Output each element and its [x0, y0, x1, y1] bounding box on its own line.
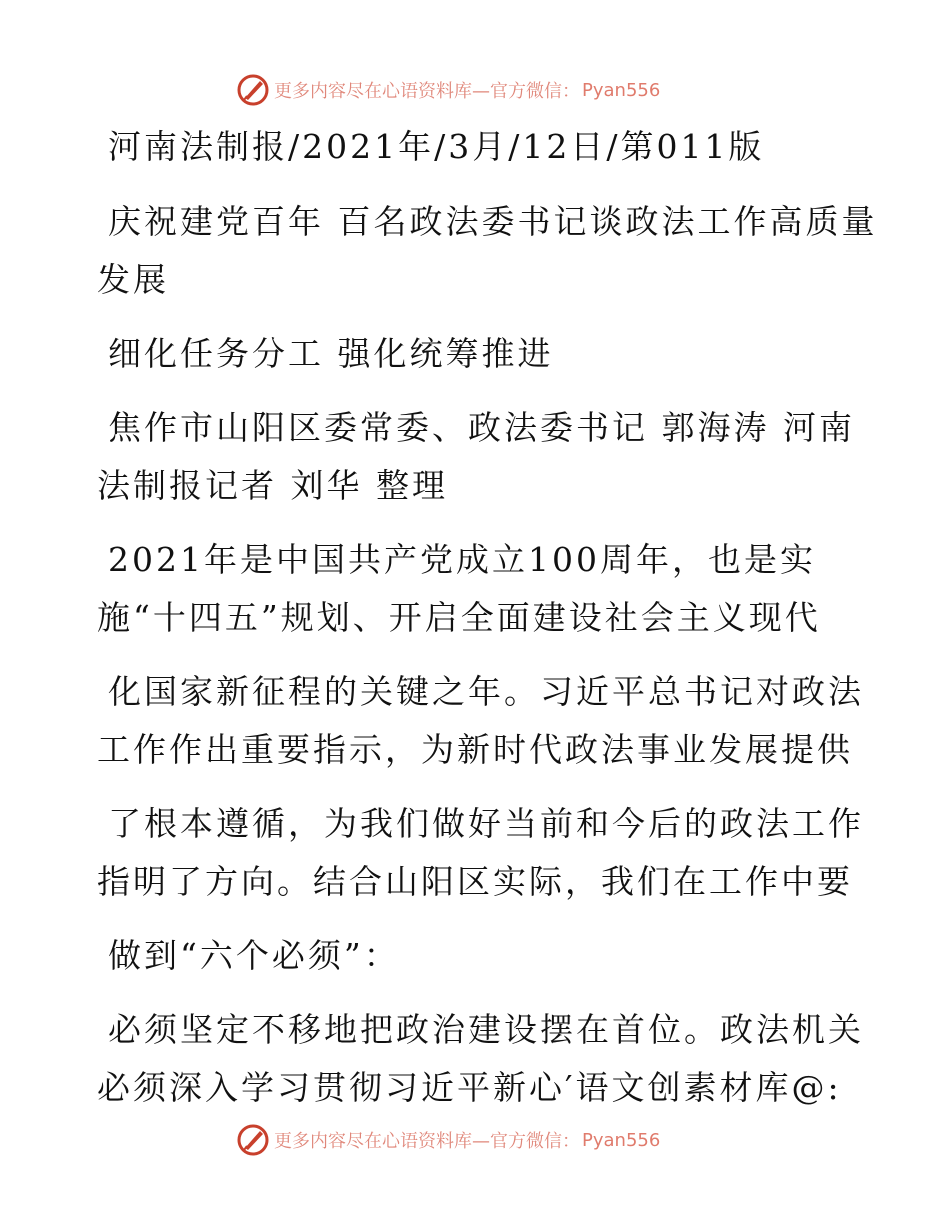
body-line: 做到“六个必须”： — [108, 936, 400, 975]
byline-line-2: 法制报记者 刘华 整理 — [97, 466, 448, 505]
subheadline: 细化任务分工 强化统筹推进 — [108, 334, 554, 373]
body-line: 2021年是中国共产党成立100周年，也是实 — [108, 540, 816, 579]
watermark-text: 更多内容尽在心语资料库—官方微信： — [274, 81, 580, 102]
body-line: 指明了方向。结合山阳区实际，我们在工作中要 — [97, 862, 853, 901]
source-line: 河南法制报/2021年/3月/12日/第011版 — [108, 127, 765, 166]
body-line: 施“十四五”规划、开启全面建设社会主义现代 — [97, 598, 821, 637]
watermark-footer — [236, 1122, 660, 1158]
headline-line-2: 发展 — [97, 260, 169, 299]
body-line: 工作作出重要指示，为新时代政法事业发展提供 — [97, 730, 853, 769]
body-line: 化国家新征程的关键之年。习近平总书记对政法 — [108, 672, 864, 711]
byline-line-1: 焦作市山阳区委常委、政法委书记 郭海涛 河南 — [108, 408, 855, 447]
headline-line-1: 庆祝建党百年 百名政法委书记谈政法工作高质量 — [108, 202, 878, 241]
body-line: 必须坚定不移地把政治建设摆在首位。政法机关 — [108, 1010, 864, 1049]
quill-seal-icon — [236, 1123, 270, 1157]
body-line: 了根本遵循，为我们做好当前和今后的政法工作 — [108, 804, 864, 843]
quill-seal-icon — [236, 73, 270, 107]
watermark-id: Pyan556 — [582, 1129, 661, 1151]
watermark-text: 更多内容尽在心语资料库—官方微信： — [274, 1131, 580, 1152]
watermark-id: Pyan556 — [582, 79, 661, 101]
watermark-header — [236, 72, 660, 108]
body-line: 必须深入学习贯彻习近平新心′语文创素材库@: — [97, 1068, 842, 1107]
